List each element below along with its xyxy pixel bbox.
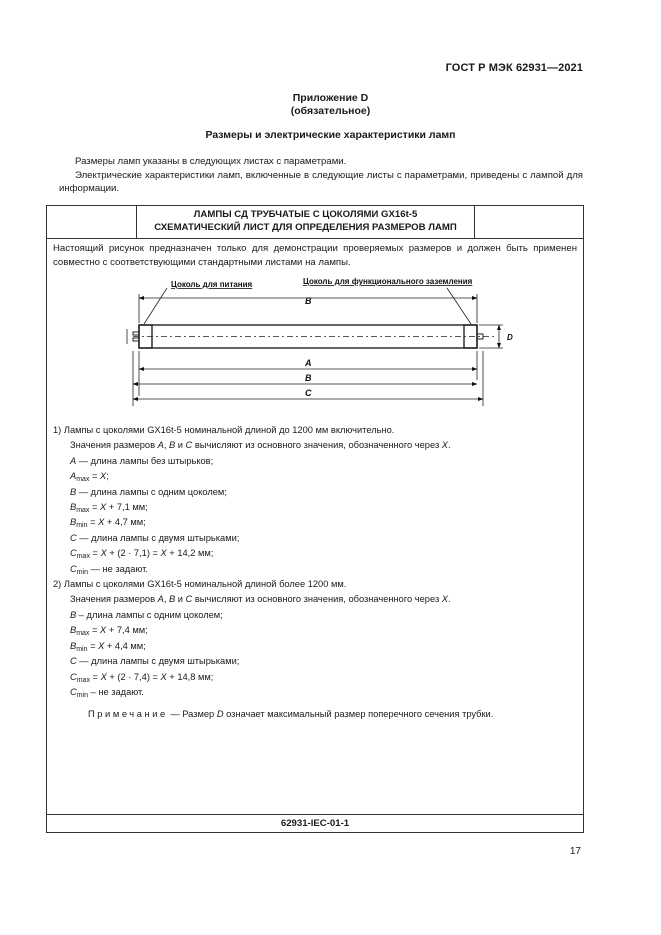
s1-b-max: $B_{max} = X + 7,1$ мм; — [70, 502, 148, 515]
section-2-intro: Значения размеров A, B и C вычисляют из основного значения, обозначенного через X. — [70, 594, 451, 605]
leader-power-cap — [144, 288, 167, 324]
s2-b-definition: B – длина лампы с одним цоколем; — [70, 609, 223, 620]
leader-ground-cap — [447, 288, 471, 324]
dim-label-c: C — [305, 388, 312, 398]
section-1-intro: Значения размеров A, B и C вычисляют из основного значения, обозначенного через X. — [70, 440, 451, 451]
parameter-sheet-frame — [46, 205, 584, 833]
pin-left-top — [133, 332, 139, 335]
dim-label-top-b: B — [305, 296, 312, 306]
sheet-header-line-1: ЛАМПЫ СД ТРУБЧАТЫЕ С ЦОКОЛЯМИ GX16t-5 — [193, 209, 418, 220]
intro-paragraph-2: Электрические характеристики ламп, включенные в следующие листы с параметрами, приведены с лампой для информации. — [59, 169, 583, 194]
s2-c-definition: C — длина лампы с двумя штырьками; — [70, 656, 240, 667]
sheet-description: Настоящий рисунок предназначен только для демонстрации проверяемых размеров и должен быть применен совместно с соответствующими стандартными листами на лампы. — [53, 243, 577, 268]
sheet-header-line-2: СХЕМАТИЧЕСКИЙ ЛИСТ ДЛЯ ОПРЕДЕЛЕНИЯ РАЗМЕРОВ ЛАМП — [154, 221, 457, 233]
sheet-code: 62931-IEC-01-1 — [280, 818, 350, 829]
dimension-items — [53, 423, 573, 723]
section-2-title: 2) Лампы с цоколями GX16t-5 номинальной длиной более 1200 мм. — [53, 579, 347, 590]
s1-b-min: $B_{min} = X + 4,7$ мм; — [70, 517, 146, 530]
label-power-cap: Цоколь для питания — [171, 280, 253, 289]
s1-a-max: $A_{max} = X$; — [70, 471, 109, 484]
s1-a-definition: A — длина лампы без штырьков; — [70, 455, 214, 466]
lamp-dimension-drawing — [47, 206, 585, 421]
standard-code: ГОСТ Р МЭК 62931—2021 — [445, 62, 583, 74]
footer-divider — [47, 814, 583, 815]
s1-b-definition: B — длина лампы с одним цоколем; — [70, 486, 227, 497]
s2-c-max: $C_{max} = X + (2 \cdot 7,4) = X + 14,8$ мм; — [70, 671, 214, 684]
appendix-status: (обязательное) — [290, 105, 371, 117]
s2-c-min: $C_{min}$ – не задают. — [70, 686, 144, 699]
s2-b-min: $B_{min} = X + 4,4$ мм; — [70, 640, 146, 653]
page-number: 17 — [569, 846, 581, 857]
s1-c-definition: C — длина лампы с двумя штырьками; — [70, 532, 240, 543]
appendix-title: Приложение D — [292, 92, 369, 104]
dim-label-a: A — [305, 358, 312, 368]
s1-c-min: $C_{min}$ — не задают. — [70, 563, 148, 576]
note-label: Примечание — [88, 709, 168, 720]
section-title: Размеры и электрические характеристики ламп — [205, 129, 456, 141]
appendix-heading — [0, 92, 661, 118]
label-ground-cap: Цоколь для функционального заземления — [303, 277, 473, 286]
intro-paragraph-1: Размеры ламп указаны в следующих листах с параметрами. — [75, 156, 347, 167]
s1-c-max: $C_{max} = X + (2 \cdot 7,1) = X + 14,2$ мм; — [70, 548, 214, 561]
dim-label-d: D — [507, 333, 513, 342]
intro-text — [59, 155, 583, 196]
section-1-title: 1) Лампы с цоколями GX16t-5 номинальной длиной до 1200 мм включительно. — [53, 425, 395, 435]
note: Примечание — Размер D означает максимальный размер поперечного сечения трубки. — [88, 709, 494, 720]
dim-label-b: B — [305, 373, 312, 383]
s2-b-max: $B_{max} = X + 7,4$ мм; — [70, 625, 148, 638]
pin-left-bottom — [133, 338, 139, 341]
